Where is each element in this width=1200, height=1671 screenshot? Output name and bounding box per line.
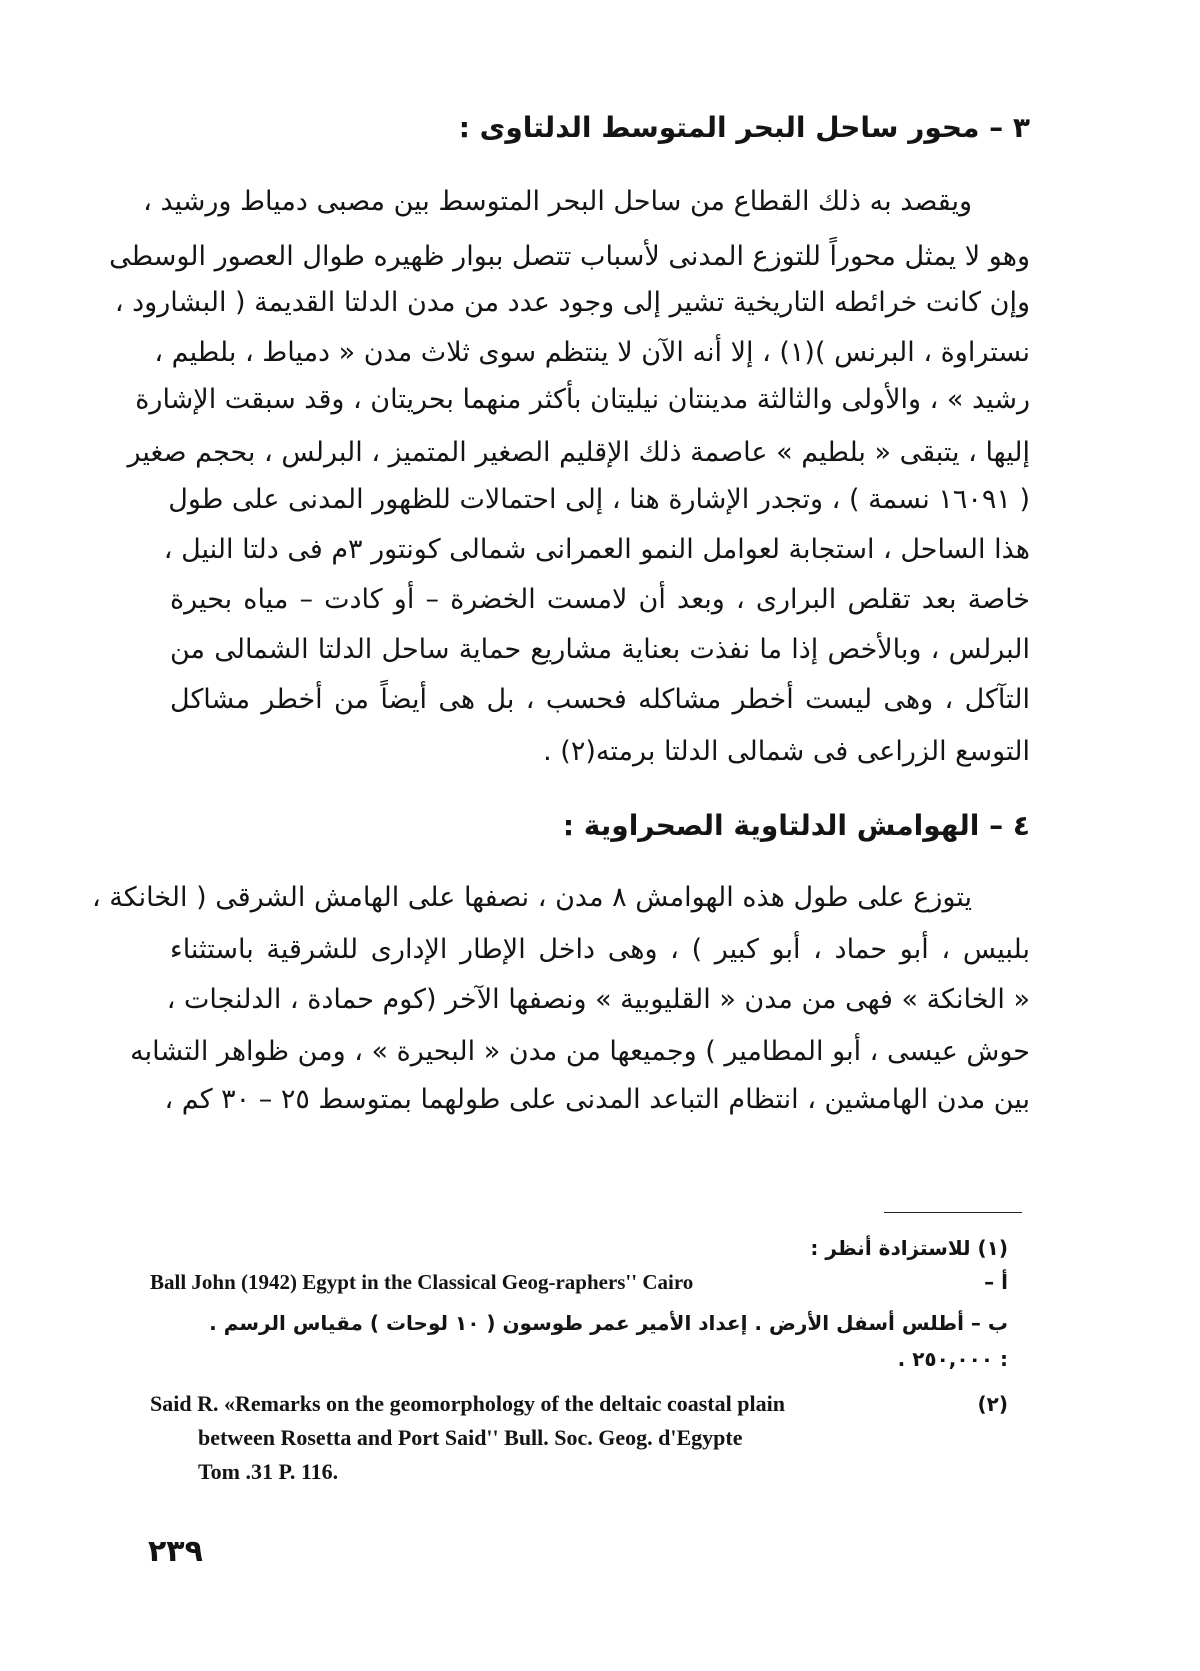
paragraph-line: بين مدن الهامشين ، انتظام التباعد المدنى على طولهما بمتوسط ٢٥ – ٣٠ كم ، — [164, 1084, 1030, 1115]
footnote-1a-marker: أ – — [984, 1270, 1008, 1294]
paragraph-line: رشيد » ، والأولى والثالثة مدينتان نيليتان بأكثر منهما بحريتان ، وقد سبقت الإشارة — [135, 384, 1030, 415]
paragraph-line: التوسع الزراعى فى شمالى الدلتا برمته(٢) . — [543, 736, 1030, 767]
footnote-1-intro: (١) للاستزادة أنظر : — [810, 1236, 1008, 1260]
footnote-2-line: Tom .31 P. 116. — [198, 1459, 339, 1484]
paragraph-line: ويقصد به ذلك القطاع من ساحل البحر المتوسط بين مصبى دمياط ورشيد ، — [143, 186, 972, 217]
paragraph-line: خاصة بعد تقلص البرارى ، وبعد أن لامست الخضرة – أو كادت – مياه بحيرة — [170, 584, 1030, 615]
section-4-heading: ٤ – الهوامش الدلتاوية الصحراوية : — [562, 809, 1030, 842]
paragraph-line: « الخانكة » فهى من مدن « القليوبية » ونصفها الآخر (كوم حمادة ، الدلنجات ، — [166, 984, 1030, 1015]
paragraph-line: التآكل ، وهى ليست أخطر مشاكله فحسب ، بل هى أيضاً من أخطر مشاكل — [170, 684, 1030, 715]
paragraph-line: وهو لا يمثل محوراً للتوزع المدنى لأسباب تتصل ببوار ظهيره طوال العصور الوسطى — [109, 241, 1030, 272]
section-3-heading: ٣ – محور ساحل البحر المتوسط الدلتاوى : — [458, 111, 1030, 144]
paragraph-line: نستراوة ، البرنس )(١) ، إلا أنه الآن لا ينتظم سوى ثلاث مدن « دمياط ، بلطيم ، — [154, 337, 1030, 368]
paragraph-line: بلبيس ، أبو حماد ، أبو كبير ) ، وهى داخل الإطار الإدارى للشرقية باستثناء — [170, 934, 1030, 965]
footnote-1a-reference: Ball John (1942) Egypt in the Classical Geog-raphers'' Cairo — [150, 1270, 694, 1294]
paragraph-line: إليها ، يتبقى « بلطيم » عاصمة ذلك الإقليم الصغير المتميز ، البرلس ، بحجم صغير — [127, 437, 1030, 468]
paragraph-line: البرلس ، وبالأخص إذا ما نفذت بعناية مشاريع حماية ساحل الدلتا الشمالى من — [170, 634, 1030, 665]
paragraph-line: حوش عيسى ، أبو المطامير ) وجميعها من مدن « البحيرة » ، ومن ظواهر التشابه — [130, 1036, 1030, 1067]
page-number: ٢٣٩ — [148, 1534, 203, 1569]
footnote-2-line: between Rosetta and Port Said'' Bull. Soc. Geog. d'Egypte — [198, 1425, 743, 1450]
footnote-1b-line: ب – أطلس أسفل الأرض . إعداد الأمير عمر طوسون ( ١٠ لوحات ) مقياس الرسم . — [209, 1311, 1008, 1335]
footnote-separator — [884, 1212, 1022, 1213]
paragraph-line: وإن كانت خرائطه التاريخية تشير إلى وجود عدد من مدن الدلتا القديمة ( البشارود ، — [114, 287, 1030, 318]
footnote-2-line: Said R. «Remarks on the geomorphology of the deltaic coastal plain — [150, 1391, 785, 1416]
paragraph-line: ( ١٦٠٩١ نسمة ) ، وتجدر الإشارة هنا ، إلى احتمالات للظهور المدنى على طول — [168, 484, 1030, 515]
paragraph-line: يتوزع على طول هذه الهوامش ٨ مدن ، نصفها على الهامش الشرقى ( الخانكة ، — [91, 882, 972, 913]
footnote-2-marker: (٢) — [977, 1392, 1008, 1416]
paragraph-line: هذا الساحل ، استجابة لعوامل النمو العمرانى شمالى كونتور ٣م فى دلتا النيل ، — [163, 534, 1030, 565]
footnote-1b-scale: : ٢٥٠,٠٠٠ . — [897, 1347, 1008, 1371]
